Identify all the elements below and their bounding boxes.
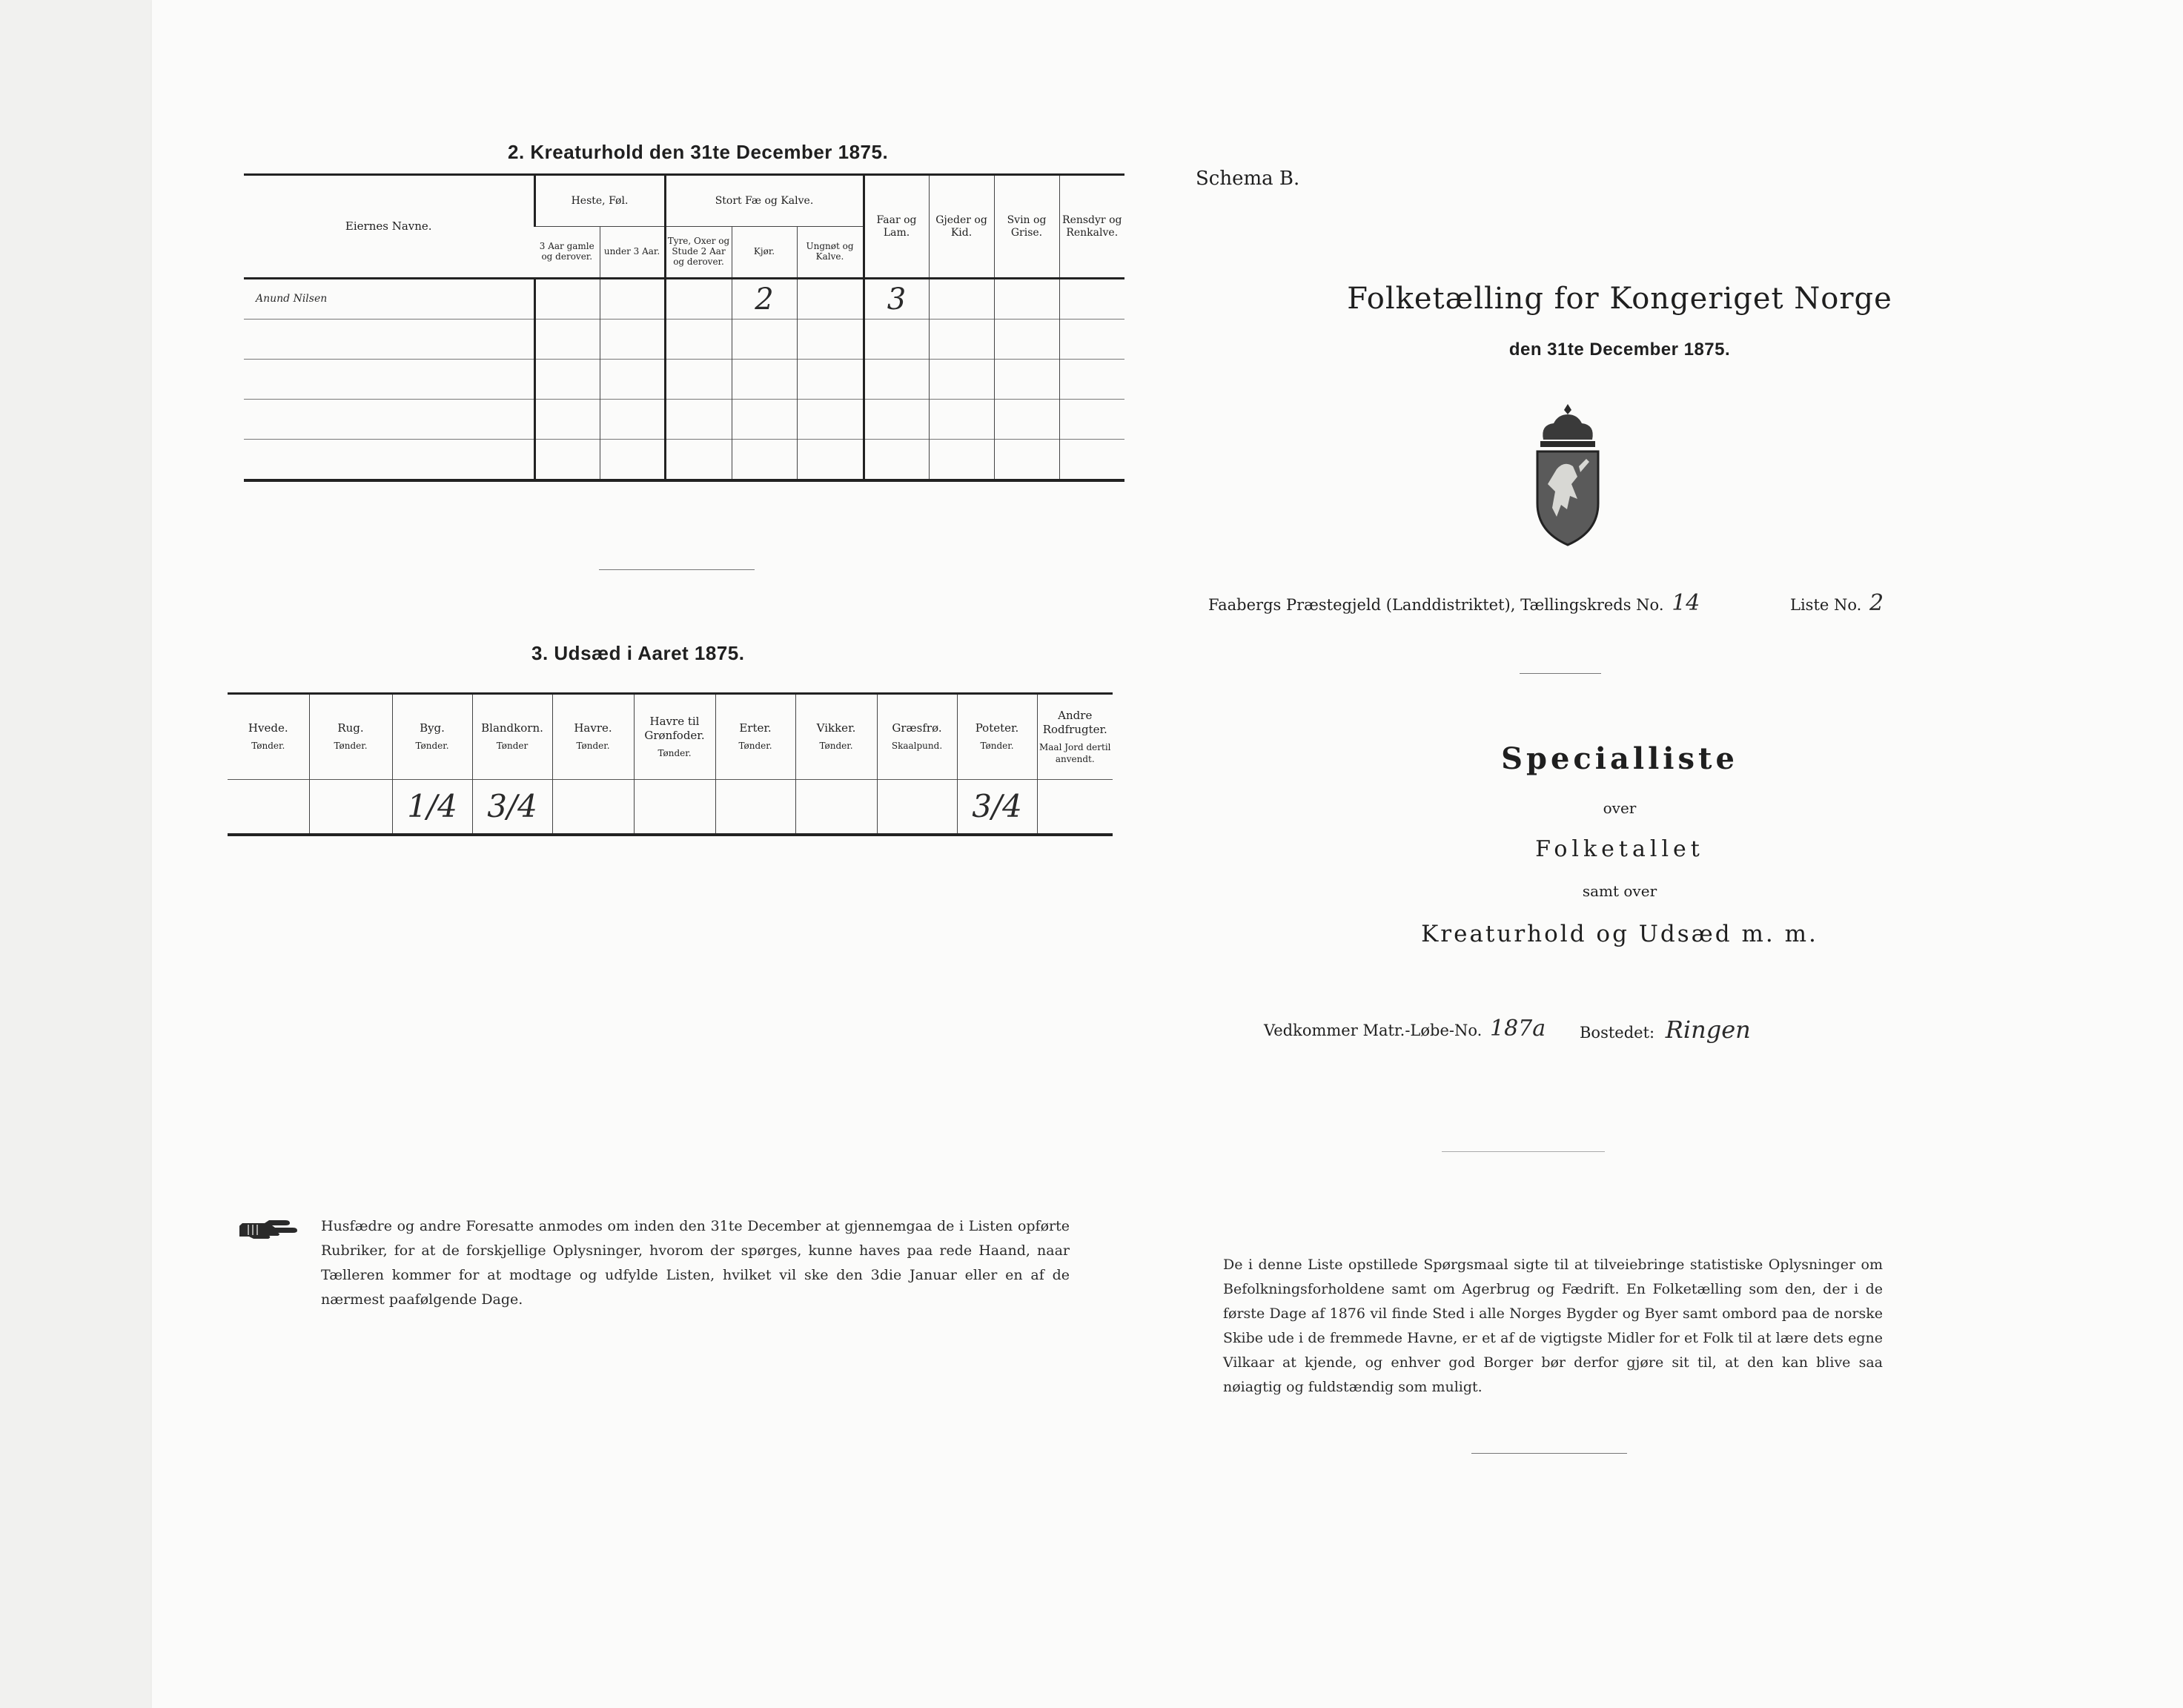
table-row bbox=[244, 400, 1124, 440]
header-bulls: Tyre, Oxer og Stude 2 Aar og derover. bbox=[665, 227, 732, 279]
district-label: Faabergs Præstegjeld (Landdistriktet), Tællingskreds No. bbox=[1208, 596, 1664, 614]
table-row bbox=[244, 440, 1124, 481]
header-horses: Heste, Føl. bbox=[534, 175, 665, 227]
divider bbox=[1520, 673, 1601, 674]
value-grass-seed bbox=[877, 780, 957, 835]
census-date: den 31te December 1875. bbox=[1508, 340, 1731, 360]
census-title: Folketælling for Kongeriget Norge bbox=[1347, 282, 1892, 316]
matr-label: Vedkommer Matr.-Løbe-No. bbox=[1264, 1022, 1483, 1039]
pointing-hand-icon bbox=[239, 1216, 308, 1242]
header-horses-old: 3 Aar gamle og derover. bbox=[534, 227, 600, 279]
right-page bbox=[1145, 0, 2183, 1708]
over-label: over bbox=[1603, 799, 1637, 817]
value-peas bbox=[715, 780, 795, 835]
table-row bbox=[244, 360, 1124, 400]
owner-name: Anund Nilsen bbox=[244, 279, 534, 320]
value-wheat bbox=[228, 780, 309, 835]
list-label: Liste No. bbox=[1790, 596, 1862, 614]
divider bbox=[1442, 1151, 1605, 1152]
divider bbox=[599, 569, 755, 570]
cows-count: 2 bbox=[732, 279, 797, 320]
value-root-crops bbox=[1037, 780, 1113, 835]
header-sheep: Faar og Lam. bbox=[864, 175, 929, 279]
value-potatoes: 3/4 bbox=[957, 780, 1037, 835]
district-number: 14 bbox=[1672, 590, 1700, 616]
value-barley: 1/4 bbox=[392, 780, 472, 835]
bosted-line bbox=[1580, 1016, 1751, 1044]
value-vetch bbox=[795, 780, 877, 835]
table-row bbox=[228, 780, 1113, 835]
header-potatoes: Poteter. Tønder. bbox=[957, 694, 1037, 780]
special-list-title: Specialliste bbox=[1501, 741, 1738, 776]
matr-number: 187a bbox=[1489, 1016, 1546, 1042]
header-calves: Ungnøt og Kalve. bbox=[797, 227, 864, 279]
header-goats: Gjeder og Kid. bbox=[929, 175, 994, 279]
table-row bbox=[244, 320, 1124, 360]
value-oats-fodder bbox=[634, 780, 715, 835]
section3-title: 3. Udsæd i Aaret 1875. bbox=[531, 642, 745, 664]
header-cows: Kjør. bbox=[732, 227, 797, 279]
value-rye bbox=[309, 780, 392, 835]
table-row bbox=[244, 279, 1124, 320]
notice-text: Husfædre og andre Foresatte anmodes om inden den 31te December at gjennemgaa de i Listen opførte Rubriker, for at de forskjellige Oplysninger, hvorom der spørges, kunne haves paa rede Haand, naar Tælleren kommer for at modtage og udfylde Listen, hvilket vil ske den 3die Januar eller en af de nærmest paafølgende Dage. bbox=[321, 1218, 1070, 1308]
list-line bbox=[1790, 590, 1884, 616]
header-pigs: Svin og Grise. bbox=[994, 175, 1059, 279]
header-root-crops: Andre Rodfrugter. Maal Jord dertil anvendt. bbox=[1037, 694, 1113, 780]
sheep-count: 3 bbox=[864, 279, 929, 320]
header-rye: Rug. Tønder. bbox=[309, 694, 392, 780]
section2-title: 2. Kreaturhold den 31te December 1875. bbox=[508, 141, 889, 163]
coat-of-arms-icon bbox=[1527, 403, 1609, 547]
livestock-seed-label: Kreaturhold og Udsæd m. m. bbox=[1421, 921, 1818, 947]
bosted-value: Ringen bbox=[1665, 1016, 1751, 1044]
header-horses-young: under 3 Aar. bbox=[600, 227, 665, 279]
header-vetch: Vikker. Tønder. bbox=[795, 694, 877, 780]
header-peas: Erter. Tønder. bbox=[715, 694, 795, 780]
left-page bbox=[152, 0, 1145, 1708]
district-line bbox=[1208, 590, 1700, 616]
value-mixed-grain: 3/4 bbox=[472, 780, 552, 835]
header-wheat: Hvede. Tønder. bbox=[228, 694, 309, 780]
schema-label: Schema B. bbox=[1196, 168, 1300, 190]
matr-line bbox=[1264, 1016, 1546, 1042]
divider bbox=[1471, 1453, 1627, 1454]
header-barley: Byg. Tønder. bbox=[392, 694, 472, 780]
header-oats: Havre. Tønder. bbox=[552, 694, 634, 780]
bosted-label: Bostedet: bbox=[1580, 1024, 1655, 1042]
list-number: 2 bbox=[1869, 590, 1884, 616]
samt-over-label: samt over bbox=[1582, 882, 1657, 900]
header-reindeer: Rensdyr og Renkalve. bbox=[1059, 175, 1124, 279]
header-cattle: Stort Fæ og Kalve. bbox=[665, 175, 864, 227]
header-oats-fodder: Havre til Grønfoder. Tønder. bbox=[634, 694, 715, 780]
folketallet-label: Folketallet bbox=[1535, 836, 1704, 862]
livestock-table bbox=[244, 173, 1124, 482]
header-grass-seed: Græsfrø. Skaalpund. bbox=[877, 694, 957, 780]
header-mixed-grain: Blandkorn. Tønder bbox=[472, 694, 552, 780]
header-owner: Eiernes Navne. bbox=[244, 175, 534, 279]
seed-table bbox=[228, 692, 1113, 836]
footnote-text: De i denne Liste opstillede Spørgsmaal sigte til at tilveiebringe statistiske Oplysninger om Befolkningsforholdene samt om Agerbrug og Fædrift. En Folketælling som den, der i de første Dage af 1876 vil finde Sted i alle Norges Bygder og Byer samt ombord paa de norske Skibe ude i de fremmede Havne, er et af de vigtigste Midler for et Folk til at lære dets egne Vilkaar at kjende, og enhver god Borger bør derfor gjøre sit til, at den kan blive saa nøiagtig og fuldstændig som muligt. bbox=[1223, 1257, 1883, 1395]
value-oats bbox=[552, 780, 634, 835]
